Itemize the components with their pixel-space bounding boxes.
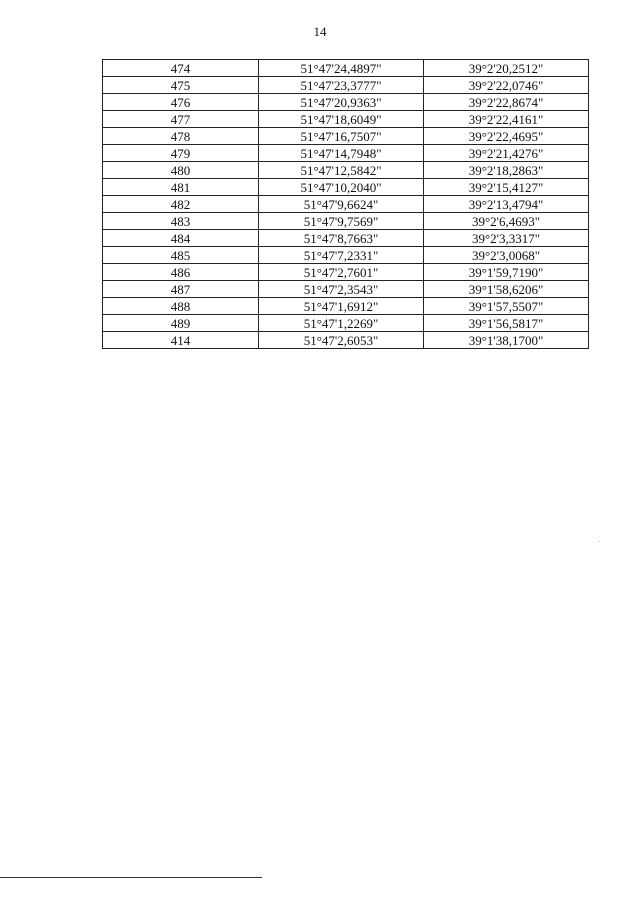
- footnote-separator: [0, 877, 262, 878]
- latitude-cell: 51°47'14,7948": [259, 145, 424, 162]
- table-row: [103, 281, 589, 298]
- point-number-cell: 479: [103, 145, 259, 162]
- coordinates-table: [102, 59, 589, 349]
- table-row: [103, 315, 589, 332]
- longitude-cell: 39°2'15,4127": [424, 179, 589, 196]
- point-number-cell: 489: [103, 315, 259, 332]
- point-number-cell: 485: [103, 247, 259, 264]
- table-row: [103, 145, 589, 162]
- point-number-cell: 483: [103, 213, 259, 230]
- longitude-cell: 39°1'58,6206": [424, 281, 589, 298]
- point-number-cell: 488: [103, 298, 259, 315]
- longitude-cell: 39°2'3,0068": [424, 247, 589, 264]
- table-row: [103, 60, 589, 77]
- latitude-cell: 51°47'16,7507": [259, 128, 424, 145]
- longitude-cell: 39°2'21,4276": [424, 145, 589, 162]
- page-number: 14: [313, 24, 327, 39]
- scan-artifact: [599, 541, 600, 542]
- table-row: [103, 128, 589, 145]
- point-number-cell: 476: [103, 94, 259, 111]
- table-row: [103, 94, 589, 111]
- table-row: [103, 77, 589, 94]
- point-number-cell: 480: [103, 162, 259, 179]
- latitude-cell: 51°47'1,6912": [259, 298, 424, 315]
- longitude-cell: 39°2'3,3317": [424, 230, 589, 247]
- point-number-cell: 477: [103, 111, 259, 128]
- longitude-cell: 39°1'56,5817": [424, 315, 589, 332]
- longitude-cell: 39°2'20,2512": [424, 60, 589, 77]
- table-row: [103, 213, 589, 230]
- table-row: [103, 179, 589, 196]
- longitude-cell: 39°1'38,1700": [424, 332, 589, 349]
- latitude-cell: 51°47'23,3777": [259, 77, 424, 94]
- point-number-cell: 481: [103, 179, 259, 196]
- table-row: [103, 264, 589, 281]
- latitude-cell: 51°47'12,5842": [259, 162, 424, 179]
- point-number-cell: 414: [103, 332, 259, 349]
- longitude-cell: 39°2'22,8674": [424, 94, 589, 111]
- latitude-cell: 51°47'2,7601": [259, 264, 424, 281]
- point-number-cell: 486: [103, 264, 259, 281]
- longitude-cell: 39°1'57,5507": [424, 298, 589, 315]
- table-row: [103, 247, 589, 264]
- longitude-cell: 39°2'22,4161": [424, 111, 589, 128]
- latitude-cell: 51°47'20,9363": [259, 94, 424, 111]
- latitude-cell: 51°47'9,7569": [259, 213, 424, 230]
- longitude-cell: 39°1'59,7190": [424, 264, 589, 281]
- longitude-cell: 39°2'6,4693": [424, 213, 589, 230]
- coordinates-table-body: [103, 60, 589, 349]
- latitude-cell: 51°47'2,6053": [259, 332, 424, 349]
- table-row: [103, 298, 589, 315]
- latitude-cell: 51°47'1,2269": [259, 315, 424, 332]
- longitude-cell: 39°2'13,4794": [424, 196, 589, 213]
- table-row: [103, 111, 589, 128]
- latitude-cell: 51°47'24,4897": [259, 60, 424, 77]
- longitude-cell: 39°2'18,2863": [424, 162, 589, 179]
- latitude-cell: 51°47'7,2331": [259, 247, 424, 264]
- point-number-cell: 487: [103, 281, 259, 298]
- table-row: [103, 230, 589, 247]
- point-number-cell: 482: [103, 196, 259, 213]
- longitude-cell: 39°2'22,0746": [424, 77, 589, 94]
- point-number-cell: 484: [103, 230, 259, 247]
- latitude-cell: 51°47'2,3543": [259, 281, 424, 298]
- longitude-cell: 39°2'22,4695": [424, 128, 589, 145]
- table-row: [103, 196, 589, 213]
- latitude-cell: 51°47'10,2040": [259, 179, 424, 196]
- latitude-cell: 51°47'18,6049": [259, 111, 424, 128]
- point-number-cell: 478: [103, 128, 259, 145]
- point-number-cell: 474: [103, 60, 259, 77]
- point-number-cell: 475: [103, 77, 259, 94]
- table-row: [103, 332, 589, 349]
- latitude-cell: 51°47'8,7663": [259, 230, 424, 247]
- latitude-cell: 51°47'9,6624": [259, 196, 424, 213]
- table-row: [103, 162, 589, 179]
